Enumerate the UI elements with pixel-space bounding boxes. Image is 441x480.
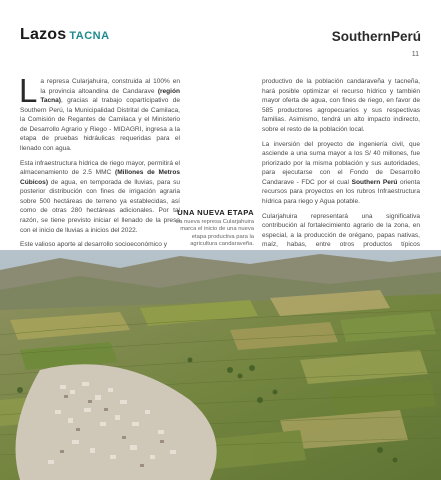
paragraph-4: productivo de la población candaraveña y tacneña, hará posible optimizar el recurso hídrico y también mayor oferta de agua, con fines de riego, en favor de 585 productores agropecuarios y sus respectivas familias. Asimismo, tendrá un alto impacto indirecto, sobre el resto de la población local. — [262, 78, 420, 133]
caption-title: UNA NUEVA ETAPA — [177, 208, 254, 217]
paragraph-1 — [19, 72, 180, 153]
paragraph-2 — [20, 159, 180, 235]
caption-text: La nueva represa Cularjahuira marca el inicio de una nueva etapa productiva para la agricultura candaraveña. — [176, 219, 254, 248]
text-run: a represa Cularjahuira, construida al 100% en la provincia altoandina de Candarave — [40, 78, 180, 95]
text-run: , gracias al trabajo copartícipativo de Southern Perú, la Municipalidad Distrital de Camilaca, la Comisión de Regantes de Camilaca y el Ministerio de Desarrollo Agrario y Riego - MIDAGRI, ingresa a la etapa de pruebas hidráulicas requeridas para el llenado con agua. — [20, 97, 180, 152]
paragraph-3: Este valioso aporte al desarrollo socioeconómico y — [20, 241, 168, 249]
text-run: La inversión del proyecto de ingeniería civil, que asciende a una suma mayor a los S/ 40 millones, fue priorizado por la misma población y sus autoridades, para ejecutarse con el Fondo de Desarrollo Candarave - FDC por el cual — [262, 140, 420, 186]
text-run: orienta recursos para proyectos en los rubros Infraestructura hídrica para riego y Agua potable. — [262, 178, 420, 205]
page-number: 11 — [411, 51, 419, 58]
bold-run: (región Tacna) — [40, 87, 180, 105]
paragraph-6: Cularjahuira representará una significativa contribución al fortalecimiento agrario de la zona, en especial, a la producción de orégano, papas nativas, maíz, habas, entre otros productos típicos — [262, 212, 420, 249]
photo-caption — [166, 208, 254, 249]
bold-run: Southern Perú — [351, 178, 398, 186]
paragraph-5 — [262, 140, 420, 207]
aerial-landscape-photo — [0, 250, 441, 480]
landscape-illustration — [0, 250, 441, 480]
right-column — [262, 77, 420, 265]
dropcap: L — [19, 72, 38, 109]
text-run: de agua, en temporada de lluvias, para su posterior distribución con fines de irrigación agraria sobre 500 hectáreas de terreno ya establecidas, así como de otras 280 hectáreas adicionales. Por tal razón, se tiene previsto iniciar el llenado de la presa con el inicio de lluvias a inicios del 2022. — [20, 178, 180, 234]
subsection-label: TACNA — [69, 30, 110, 42]
text-run: Esta infraestructura hídrica de riego mayor, permitirá el almacenamiento de 2.5 MMC — [20, 159, 180, 177]
page-section-title — [20, 26, 110, 44]
left-column — [19, 72, 180, 255]
section-label: Lazos — [20, 26, 67, 43]
brand-logo: SouthernPerú — [331, 29, 421, 44]
bold-run: (Millones de Metros Cúbicos) — [20, 169, 180, 186]
